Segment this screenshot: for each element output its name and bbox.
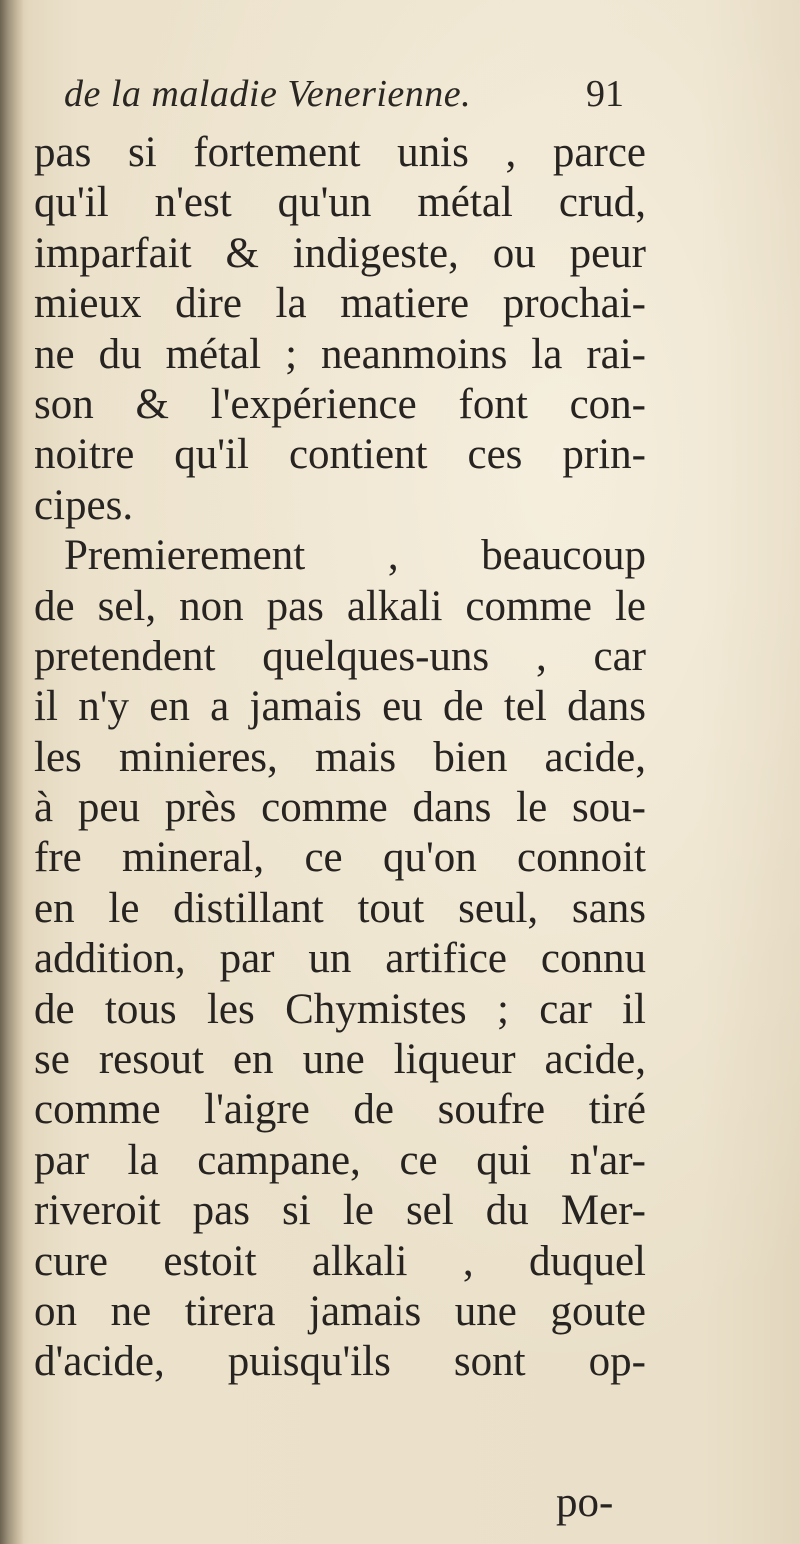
text-line: imparfait & indigeste, ou peur (34, 229, 646, 277)
text-line: d'acide, puisqu'ils sont op- (34, 1338, 646, 1386)
text-line: ne du métal ; neanmoins la rai- (34, 330, 646, 378)
text-line: noitre qu'il contient ces prin- (34, 431, 646, 479)
page-header (64, 72, 624, 122)
text-line: les minieres, mais bien acide, (34, 733, 646, 781)
text-line: mieux dire la matiere prochai- (34, 280, 646, 328)
text-line: pretendent quelques-uns , car (34, 632, 646, 680)
text-line: on ne tirera jamais une goute (34, 1287, 646, 1335)
page-number: 91 (586, 73, 624, 115)
text-line: qu'il n'est qu'un métal crud, (34, 179, 646, 227)
text-line: par la campane, ce qui n'ar- (34, 1136, 646, 1184)
text-line: cipes. (34, 481, 134, 529)
text-line: en le distillant tout seul, sans (34, 884, 646, 932)
running-title: de la maladie Venerienne. (64, 73, 472, 115)
text-line: il n'y en a jamais eu de tel dans (34, 683, 646, 731)
text-line: se resout en une liqueur acide, (34, 1036, 646, 1084)
text-line: addition, par un artifice connu (34, 935, 646, 983)
text-line: fre mineral, ce qu'on connoit (34, 834, 646, 882)
text-line: riveroit pas si le sel du Mer- (34, 1187, 646, 1235)
catchword: po- (556, 1479, 614, 1526)
text-line: à peu près comme dans le sou- (34, 784, 646, 832)
text-line: de tous les Chymistes ; car il (34, 985, 646, 1033)
body-text (34, 128, 646, 1388)
paragraph-first-line: Premierement , beaucoup (64, 532, 646, 580)
page-gutter-shadow (0, 0, 24, 1544)
text-line: pas si fortement unis , parce (34, 129, 646, 176)
text-line: de sel, non pas alkali comme le (34, 582, 646, 630)
text-line: comme l'aigre de soufre tiré (34, 1086, 646, 1134)
text-line: son & l'expérience font con- (34, 380, 646, 428)
text-line: cure estoit alkali , duquel (34, 1237, 646, 1285)
